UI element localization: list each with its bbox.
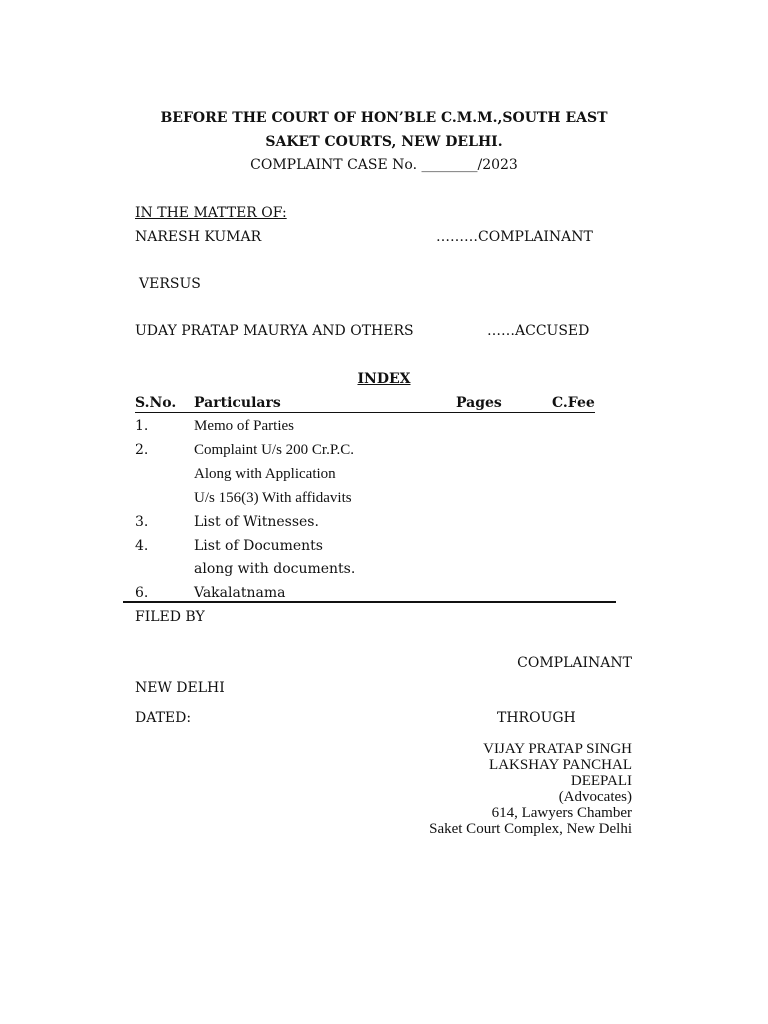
index-title: INDEX [357,371,411,387]
advocate-1: VIJAY PRATAP SINGH [483,741,632,757]
matter-heading: IN THE MATTER OF: [135,205,287,221]
row-2-sno: 2. [135,442,149,458]
col-particulars: Particulars [194,395,281,411]
row-4-particulars-line-1: List of Documents [194,538,323,554]
row-1-particulars: Memo of Parties [194,418,294,434]
case-number: COMPLAINT CASE No. ________/2023 [250,157,518,173]
dated-label: DATED: [135,710,192,726]
advocate-3: DEEPALI [570,773,632,789]
row-4-particulars-line-2: along with documents. [194,561,356,577]
advocate-2: LAKSHAY PANCHAL [489,757,632,773]
through-label: THROUGH [497,710,576,726]
row-2-particulars-line-3: U/s 156(3) With affidavits [194,490,352,506]
row-2-particulars-line-2: Along with Application [194,466,336,482]
chamber-address: 614, Lawyers Chamber [491,805,632,821]
court-title-line-1: BEFORE THE COURT OF HON’BLE C.M.M.,SOUTH EAST [160,110,608,126]
col-sno: S.No. [135,395,177,411]
court-title-line-2: SAKET COURTS, NEW DELHI. [265,134,503,150]
row-1-sno: 1. [135,418,149,434]
table-bottom-rule [123,601,616,603]
complainant-role: ………COMPLAINANT [436,229,593,245]
complainant-name: NARESH KUMAR [135,229,262,245]
court-complex-address: Saket Court Complex, New Delhi [429,821,632,837]
row-3-sno: 3. [135,514,149,530]
row-2-particulars-line-1: Complaint U/s 200 Cr.P.C. [194,442,355,458]
accused-role: ……ACCUSED [487,323,590,339]
col-pages: Pages [456,395,502,411]
advocates-label: (Advocates) [558,789,632,805]
row-6-particulars: Vakalatnama [194,585,286,601]
row-3-particulars: List of Witnesses. [194,514,319,530]
place-label: NEW DELHI [135,680,225,696]
complainant-signoff: COMPLAINANT [517,655,632,671]
col-cfee: C.Fee [552,395,595,411]
accused-name: UDAY PRATAP MAURYA AND OTHERS [135,323,414,339]
versus-label: VERSUS [139,276,201,292]
filed-by-label: FILED BY [135,609,205,625]
row-4-sno: 4. [135,538,149,554]
row-6-sno: 6. [135,585,149,601]
header-underline [135,412,595,413]
